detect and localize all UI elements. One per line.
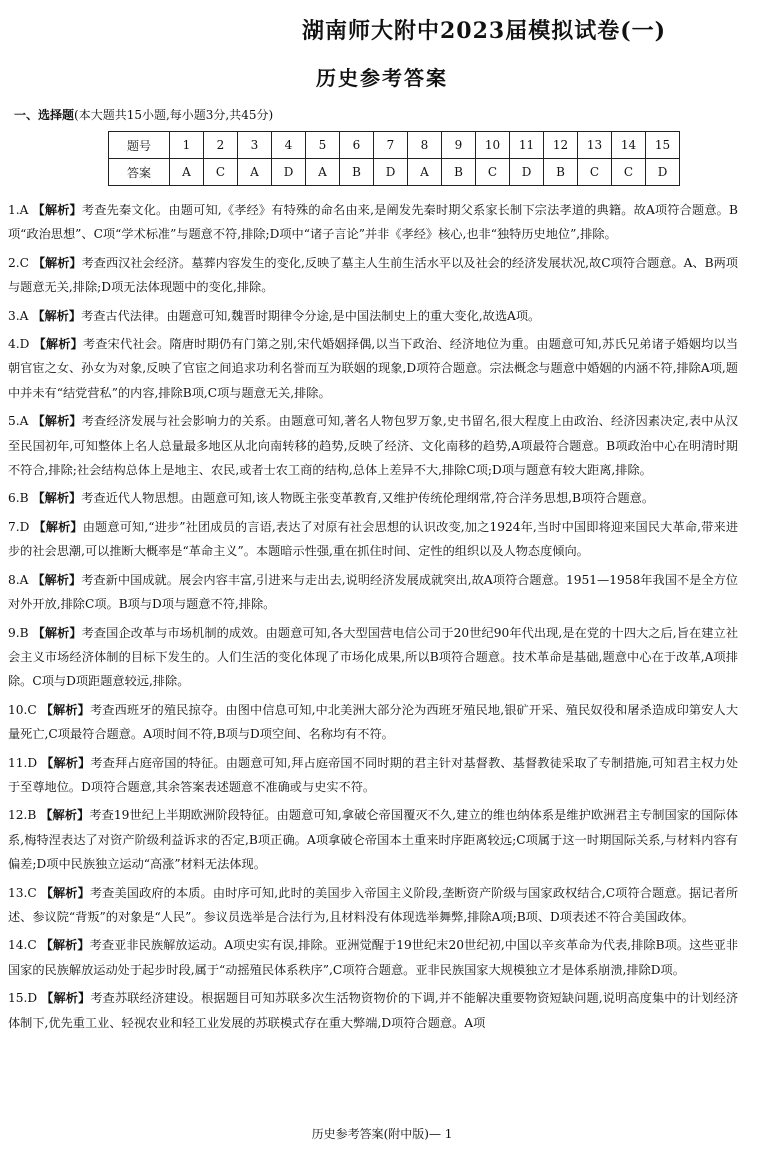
item-number: 4.D bbox=[8, 337, 30, 352]
q-answer: D bbox=[272, 159, 306, 186]
item-number: 6.B bbox=[8, 491, 29, 506]
q-number: 9 bbox=[442, 132, 476, 159]
analysis-tag: 【解析】 bbox=[32, 255, 82, 270]
explanation-item bbox=[8, 332, 738, 405]
item-text: 考查西汉社会经济。墓葬内容发生的变化,反映了墓主人生前生活水平以及社会的经济发展状况,故C项符合题意。A、B两项与题意无关,排除;D项无法体现题中的变化,排除。 bbox=[8, 255, 738, 295]
item-text: 考查苏联经济建设。根据题目可知苏联多次生活物资物价的下调,并不能解决重要物资短缺问题,说明高度集中的计划经济体制下,优先重工业、轻视农业和轻工业发展的苏联模式存在重大弊端,D项符合题意。A项 bbox=[8, 991, 739, 1030]
item-text: 考查新中国成就。展会内容丰富,引进来与走出去,说明经济发展成就突出,故A项符合题意。1951—1958年我国不是全方位对外开放,排除C项。B项与D项与题意不符,排除。 bbox=[8, 572, 738, 612]
item-text: 考查国企改革与市场机制的成效。由题意可知,各大型国营电信公司于20世纪90年代出现,是在党的十四大之后,旨在建立社会主义市场经济体制的目标下发生的。人们生活的变化体现了市场化成果,所以B项符合题意。技术革命是基础,题意中心在于改革,A项排除。C项与D项距题意较远,排除。 bbox=[8, 625, 739, 689]
item-number: 12.B bbox=[8, 808, 37, 823]
analysis-tag: 【解析】 bbox=[32, 491, 82, 506]
q-number: 2 bbox=[204, 132, 238, 159]
explanation-item bbox=[8, 409, 738, 482]
q-number: 12 bbox=[544, 132, 578, 159]
analysis-tag: 【解析】 bbox=[32, 572, 82, 587]
item-number: 11.D bbox=[8, 755, 38, 770]
analysis-tag: 【解析】 bbox=[33, 337, 83, 352]
q-answer: C bbox=[612, 159, 646, 186]
q-number: 14 bbox=[612, 132, 646, 159]
analysis-tag: 【解析】 bbox=[40, 938, 90, 953]
item-number: 1.A bbox=[8, 203, 29, 217]
item-text: 考查19世纪上半期欧洲阶段特征。由题意可知,拿破仑帝国覆灭不久,建立的维也纳体系是维护欧洲君主专制国家的国际体系,梅特涅表达了对资产阶级利益诉求的否定,B项正确。A项拿破仑帝国本土重来时序距离较远;C项属于这一时期国际关系,与材料内容有偏差;D项中民族独立运动“高涨”材料无法体现。 bbox=[8, 808, 739, 872]
analysis-tag: 【解析】 bbox=[32, 203, 82, 217]
q-answer: D bbox=[374, 159, 408, 186]
item-number: 8.A bbox=[8, 572, 29, 587]
item-text: 考查古代法律。由题意可知,魏晋时期律令分途,是中国法制史上的重大变化,故选A项。 bbox=[81, 308, 541, 323]
analysis-tag: 【解析】 bbox=[40, 885, 90, 900]
q-answer: A bbox=[170, 159, 204, 186]
item-text: 考查经济发展与社会影响力的关系。由题意可知,著名人物包罗万象,史书留名,很大程度上由政治、经济因素决定,表中从汉至民国初年,可知整体上名人总量最多地区从北向南转移的趋势,反映了经济、文化南移的趋势,A项最符合题意。B项政治中心在明清时期不符合,排除;社会结构总体上是地主、农民,或者士农工商的结构,总体上差异不大,排除C项;D项与题意有较大距离,排除。 bbox=[8, 414, 739, 478]
item-number: 10.C bbox=[8, 702, 37, 717]
q-answer: C bbox=[578, 159, 612, 186]
document-subtitle: 历史参考答案 bbox=[316, 66, 448, 90]
item-text: 考查拜占庭帝国的特征。由题意可知,拜占庭帝国不同时期的君主针对基督教、基督教徒采取了专制措施,可知君主权力处于至尊地位。D项符合题意,其余答案表述题意不准确或与史实不符。 bbox=[8, 755, 739, 794]
q-number: 11 bbox=[510, 132, 544, 159]
answer-table-answer-row bbox=[109, 159, 680, 186]
q-answer: C bbox=[204, 159, 238, 186]
explanation-item bbox=[8, 486, 738, 510]
explanation-item bbox=[8, 304, 738, 328]
q-answer: A bbox=[408, 159, 442, 186]
answer-table-number-row bbox=[109, 132, 680, 159]
q-number: 4 bbox=[272, 132, 306, 159]
explanation-item bbox=[8, 568, 738, 617]
section-label: 一、选择题 bbox=[14, 108, 75, 122]
q-number: 6 bbox=[340, 132, 374, 159]
analysis-tag: 【解析】 bbox=[40, 808, 90, 823]
analysis-tag: 【解析】 bbox=[40, 702, 90, 717]
row-label-answer: 答案 bbox=[109, 159, 170, 186]
q-number: 7 bbox=[374, 132, 408, 159]
explanation-item bbox=[8, 933, 738, 982]
q-number: 1 bbox=[170, 132, 204, 159]
explanation-item bbox=[8, 803, 738, 876]
explanation-item bbox=[8, 986, 738, 1035]
analysis-tag: 【解析】 bbox=[41, 755, 91, 770]
item-number: 5.A bbox=[8, 414, 29, 429]
row-label-number: 题号 bbox=[109, 132, 170, 159]
section-heading bbox=[14, 106, 273, 123]
explanation-item bbox=[8, 621, 738, 694]
analysis-tag: 【解析】 bbox=[32, 308, 82, 323]
item-number: 15.D bbox=[8, 991, 38, 1006]
q-number: 8 bbox=[408, 132, 442, 159]
item-number: 2.C bbox=[8, 255, 29, 270]
q-number: 10 bbox=[476, 132, 510, 159]
item-text: 由题意可知,“进步”社团成员的言语,表达了对原有社会思想的认识改变,加之1924年,当时中国即将迎来国民大革命,带来进步的社会思潮,可以推断大概率是“革命主义”。本题暗示性强,重在抓住时间、定性的组织以及人物态度倾向。 bbox=[8, 519, 739, 559]
item-text: 考查近代人物思想。由题意可知,该人物既主张变革教育,又维护传统伦理纲常,符合洋务思想,B项符合题意。 bbox=[81, 491, 655, 506]
answer-table bbox=[108, 131, 680, 186]
item-number: 13.C bbox=[8, 885, 37, 900]
item-text: 考查宋代社会。隋唐时期仍有门第之别,宋代婚姻择偶,以当下政治、经济地位为重。由题意可知,苏氏兄弟诸子婚姻均以当朝官宦之女、孙女为对象,反映了官宦之间追求功利名誉而互为联姻的现象,D项符合题意。宗法概念与题意中婚姻的内涵不符,排除A项,题中并未有“结党营私”的内容,排除B项,C项与题意无关,排除。 bbox=[8, 337, 739, 400]
q-answer: D bbox=[646, 159, 680, 186]
explanation-item bbox=[8, 881, 738, 930]
q-answer: D bbox=[510, 159, 544, 186]
item-text: 考查亚非民族解放运动。A项史实有误,排除。亚洲觉醒于19世纪末20世纪初,中国以辛亥革命为代表,排除B项。这些亚非国家的民族解放运动处于起步时段,属于“动摇殖民体系秩序”,C项符合题意。亚非民族国家大规模独立才是体系崩溃,排除D项。 bbox=[8, 938, 739, 977]
q-answer: B bbox=[442, 159, 476, 186]
explanation-item bbox=[8, 698, 738, 747]
q-answer: B bbox=[544, 159, 578, 186]
explanation-item bbox=[8, 751, 738, 800]
section-note: (本大题共15小题,每小题3分,共45分) bbox=[74, 108, 274, 122]
explanation-item bbox=[8, 251, 738, 300]
item-text: 考查美国政府的本质。由时序可知,此时的美国步入帝国主义阶段,垄断资产阶级与国家政权结合,C项符合题意。据记者所述、参议院“背叛”的对象是“人民”。参议员选举是合法行为,且材料没有体现选举舞弊,排除A项;B项、D项表述不符合美国政体。 bbox=[8, 885, 739, 924]
q-number: 15 bbox=[646, 132, 680, 159]
analysis-tag: 【解析】 bbox=[33, 519, 83, 534]
analysis-tag: 【解析】 bbox=[41, 991, 91, 1006]
item-number: 7.D bbox=[8, 519, 30, 534]
explanation-item bbox=[8, 198, 738, 247]
q-number: 5 bbox=[306, 132, 340, 159]
q-number: 13 bbox=[578, 132, 612, 159]
item-number: 9.B bbox=[8, 625, 29, 640]
q-number: 3 bbox=[238, 132, 272, 159]
analysis-tag: 【解析】 bbox=[32, 414, 82, 429]
q-answer: A bbox=[238, 159, 272, 186]
q-answer: B bbox=[340, 159, 374, 186]
analysis-tag: 【解析】 bbox=[32, 625, 82, 640]
item-text: 考查西班牙的殖民掠夺。由图中信息可知,中北美洲大部分沦为西班牙殖民地,银矿开采、殖民奴役和屠杀造成印第安人大量死亡,C项最符合题意。A项时间不符,B项与D项空间、名称均有不符。 bbox=[8, 702, 739, 742]
explanation-list bbox=[8, 198, 738, 1039]
item-text: 考查先秦文化。由题可知,《孝经》有特殊的命名由来,是阐发先秦时期父系家长制下宗法孝道的典籍。故A项符合题意。B项“政治思想”、C项“学术标准”与题意不符,排除;D项中“诸子言论”并非《孝经》核心,也非“独特历史地位”,排除。 bbox=[8, 203, 738, 242]
item-number: 3.A bbox=[8, 308, 29, 323]
document-title: 湖南师大附中2023届模拟试卷(一) bbox=[302, 18, 667, 44]
q-answer: C bbox=[476, 159, 510, 186]
explanation-item bbox=[8, 515, 738, 564]
q-answer: A bbox=[306, 159, 340, 186]
item-number: 14.C bbox=[8, 938, 37, 953]
page-footer: 历史参考答案(附中版)— 1 bbox=[311, 1127, 453, 1141]
